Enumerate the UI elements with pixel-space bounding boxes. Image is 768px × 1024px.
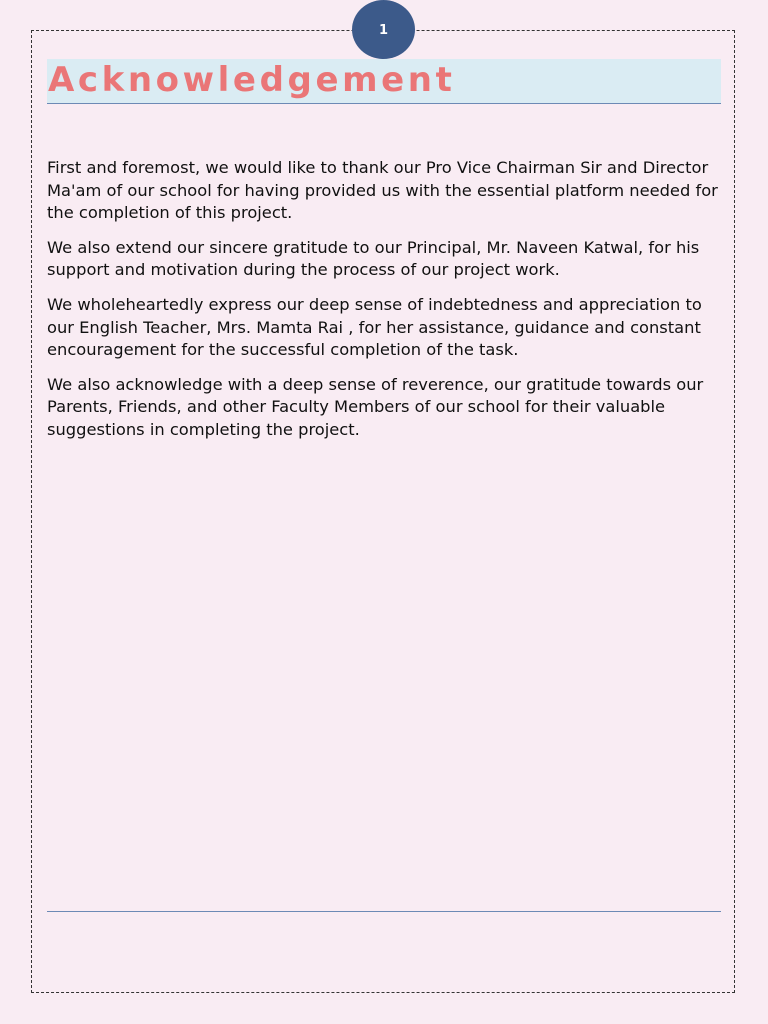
paragraph: We wholeheartedly express our deep sense of indebtedness and appreciation to our English Teacher, Mrs. Mamta Rai , for her assistance, guidance and constant encouragement for the successful completion of the task.: [47, 294, 702, 360]
paragraph: First and foremost, we would like to thank our Pro Vice Chairman Sir and Director Ma'am of our school for having provided us with the essential platform needed for the completion of this project.: [47, 158, 718, 223]
title-bar: [47, 59, 721, 104]
paragraph: We also acknowledge with a deep sense of reverence, our gratitude towards our Parents, Friends, and other Faculty Members of our school for their valuable suggestions in completing the project.: [47, 374, 704, 439]
page-number-badge: [352, 0, 415, 59]
paragraph: We also extend our sincere gratitude to our Principal, Mr. Naveen Katwal, for his support and motivation during the process of our project work.: [47, 237, 700, 280]
footer-rule: [47, 911, 721, 912]
page-number: 1: [378, 23, 389, 38]
page-title: Acknowledgement: [48, 60, 456, 100]
body-text: [47, 157, 723, 454]
